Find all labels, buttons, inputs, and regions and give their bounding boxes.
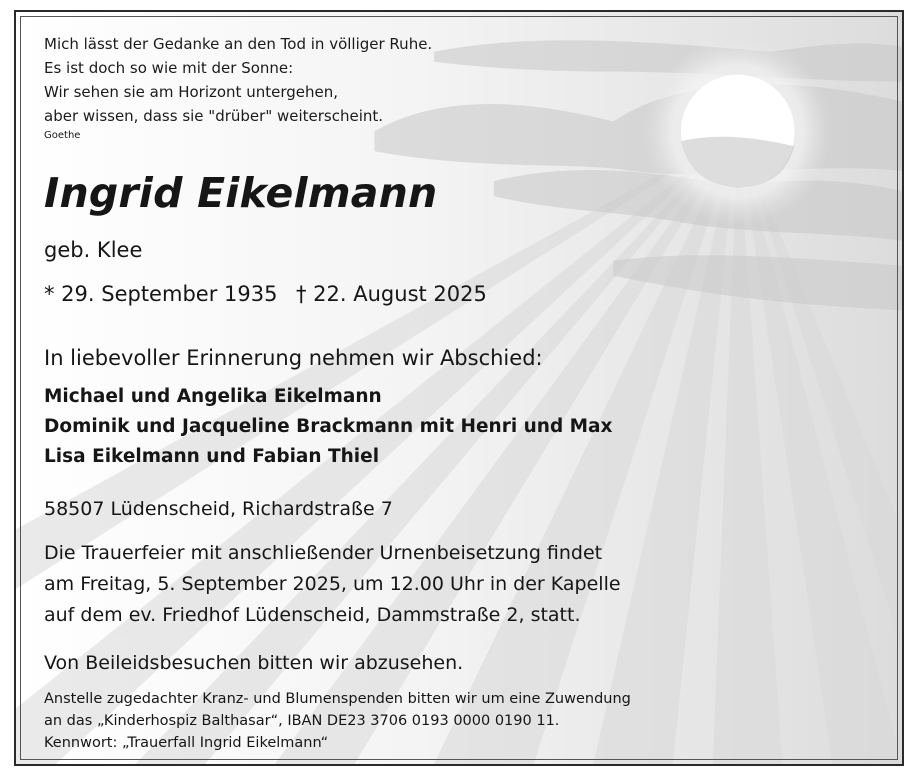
ceremony-line: Die Trauerfeier mit anschließender Urnenbeisetzung findet	[44, 542, 603, 564]
farewell-intro: In liebevoller Erinnerung nehmen wir Abschied:	[44, 346, 543, 370]
obituary-content	[16, 12, 902, 764]
mourner-line: Michael und Angelika Eikelmann	[44, 386, 382, 407]
birth-date: * 29. September 1935	[44, 282, 278, 306]
poem-line: Es ist doch so wie mit der Sonne:	[44, 59, 294, 77]
poem-line: Wir sehen sie am Horizont untergehen,	[44, 83, 338, 101]
mourner-line: Lisa Eikelmann und Fabian Thiel	[44, 446, 380, 467]
poem-author: Goethe	[44, 130, 81, 141]
condolence-note: Von Beileidsbesuchen bitten wir abzusehen.	[44, 652, 464, 674]
obituary-frame	[14, 10, 904, 766]
poem-line: aber wissen, dass sie "drüber" weiterscheint.	[44, 107, 384, 125]
address: 58507 Lüdenscheid, Richardstraße 7	[44, 498, 393, 520]
death-date: † 22. August 2025	[296, 282, 487, 306]
ceremony-line: am Freitag, 5. September 2025, um 12.00 Uhr in der Kapelle	[44, 573, 621, 595]
poem-line: Mich lässt der Gedanke an den Tod in völliger Ruhe.	[44, 35, 433, 53]
birth-name: geb. Klee	[44, 238, 143, 262]
donation-line: an das „Kinderhospiz Balthasar“, IBAN DE23 3706 0193 0000 0190 11.	[44, 713, 560, 729]
donation-line: Kennwort: „Trauerfall Ingrid Eikelmann“	[44, 735, 329, 751]
mourner-line: Dominik und Jacqueline Brackmann mit Henri und Max	[44, 416, 613, 437]
donation-line: Anstelle zugedachter Kranz- und Blumenspenden bitten wir um eine Zuwendung	[44, 691, 631, 707]
ceremony-line: auf dem ev. Friedhof Lüdenscheid, Dammstraße 2, statt.	[44, 604, 581, 626]
deceased-name: Ingrid Eikelmann	[44, 169, 438, 217]
